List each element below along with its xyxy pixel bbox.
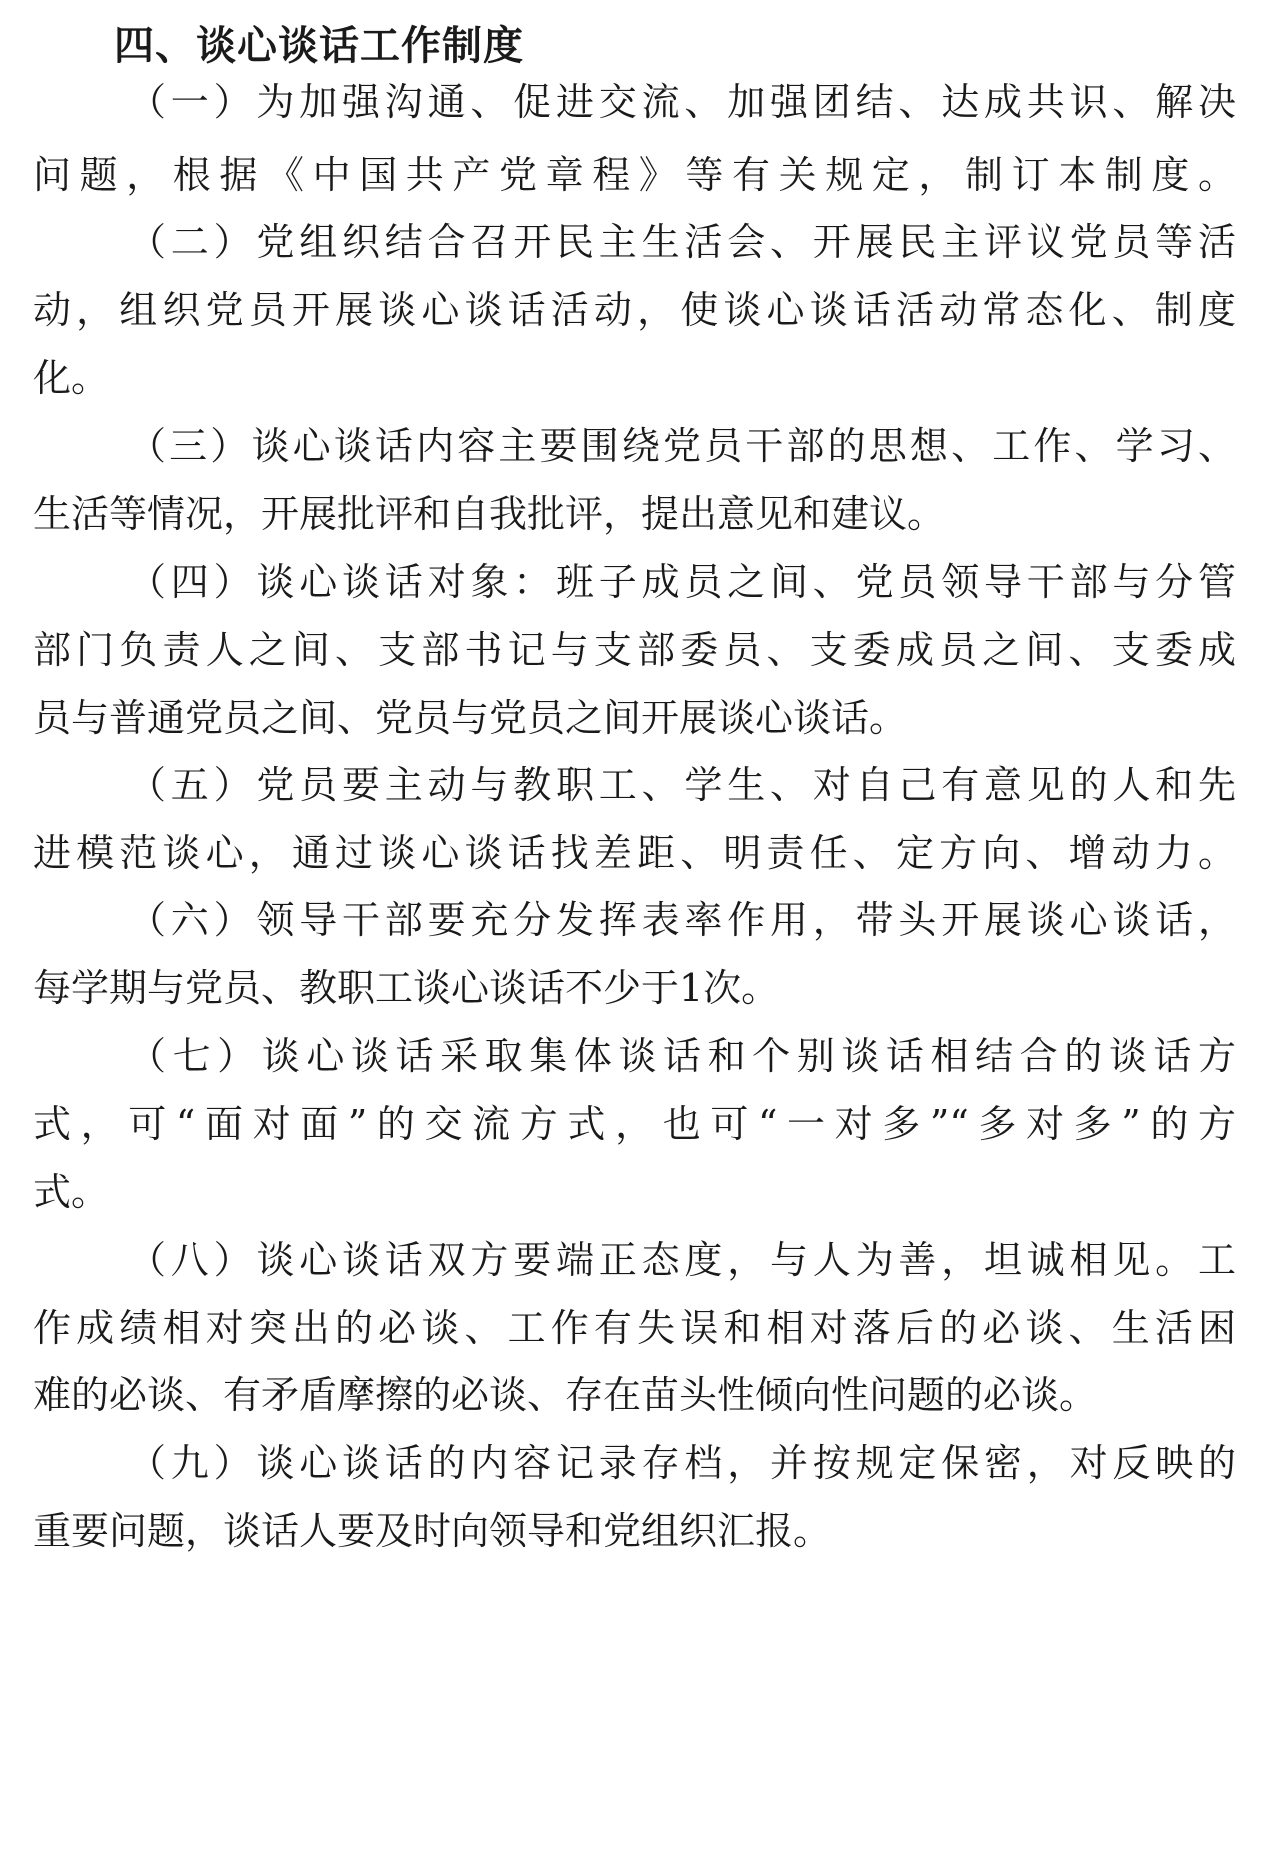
text-line: （二）党组织结合召开民主生活会、开展民主评议党员等活 — [128, 220, 1236, 264]
text-line: 员与普通党员之间、党员与党员之间开展谈心谈话。 — [33, 696, 908, 740]
text-line: 每学期与党员、教职工谈心谈话不少于1次。 — [33, 966, 780, 1010]
text-line: 生活等情况，开展批评和自我批评，提出意见和建议。 — [33, 492, 946, 536]
text-line: 化。 — [33, 356, 110, 400]
text-line: 重要问题，谈话人要及时向领导和党组织汇报。 — [33, 1509, 832, 1553]
text-line: （七）谈心谈话采取集体谈话和个别谈话相结合的谈话方 — [128, 1034, 1236, 1078]
text-line: （四）谈心谈话对象：班子成员之间、党员领导干部与分管 — [128, 560, 1236, 604]
text-line: 式。 — [33, 1170, 110, 1214]
text-line: （一）为加强沟通、促进交流、加强团结、达成共识、解决 — [128, 80, 1236, 124]
text-line: 动，组织党员开展谈心谈话活动，使谈心谈话活动常态化、制度 — [33, 288, 1236, 332]
text-line: 问题，根据《中国共产党章程》等有关规定，制订本制度。 — [33, 153, 1236, 197]
text-line: （九）谈心谈话的内容记录存档，并按规定保密，对反映的 — [128, 1441, 1236, 1485]
text-line: （五）党员要主动与教职工、学生、对自己有意见的人和先 — [128, 763, 1236, 807]
text-line: 难的必谈、有矛盾摩擦的必谈、存在苗头性倾向性问题的必谈。 — [33, 1373, 1098, 1417]
text-line: 部门负责人之间、支部书记与支部委员、支委成员之间、支委成 — [33, 628, 1236, 672]
text-line: 式，可“面对面”的交流方式，也可“一对多”“多对多”的方 — [33, 1102, 1236, 1146]
text-line: 进模范谈心，通过谈心谈话找差距、明责任、定方向、增动力。 — [33, 831, 1236, 875]
text-line: （八）谈心谈话双方要端正态度，与人为善，坦诚相见。工 — [128, 1238, 1236, 1282]
text-line: （三）谈心谈话内容主要围绕党员干部的思想、工作、学习、 — [128, 424, 1236, 468]
section-heading: 四、谈心谈话工作制度 — [114, 23, 524, 69]
text-line: （六）领导干部要充分发挥表率作用，带头开展谈心谈话， — [128, 898, 1236, 942]
text-line: 作成绩相对突出的必谈、工作有失误和相对落后的必谈、生活困 — [33, 1306, 1236, 1350]
